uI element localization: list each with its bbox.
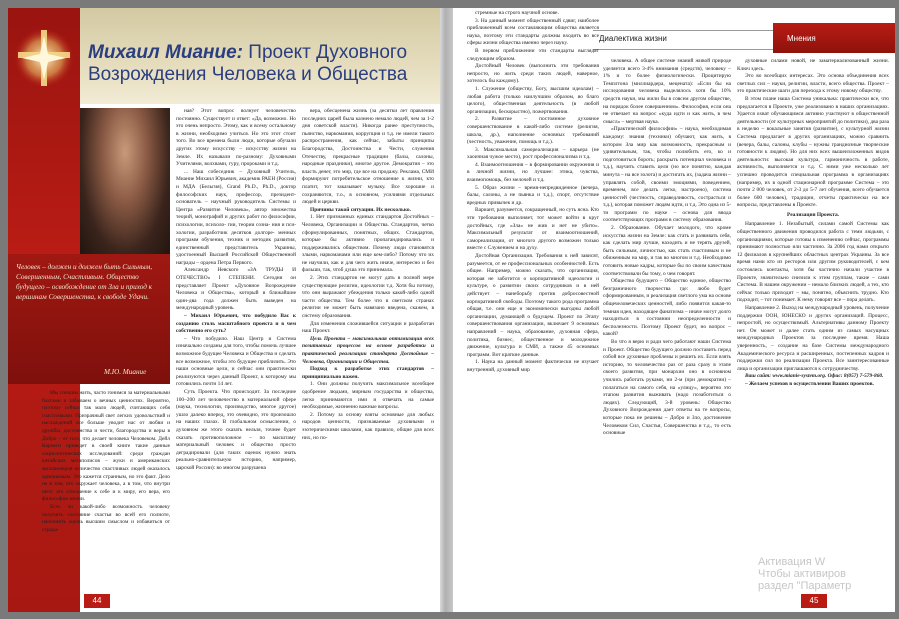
paragraph: 1. Они должны получить максимальное всеобщее одобрение людьми, мирным государства и общества, легко принимаются ими и отвечать на самые необходимые, жизненно важные вопросы.: [302, 381, 434, 411]
paragraph: Общество будущего – Общество единое, общество безграничного творчества где: любо будет сформированным, и реализация светлого ума на основе общечеловеческих ценностей, либо появится какая-то темная идея, находящее фанатизма – иначе могут долго находиться в состоянии неопределенности и бесполезности. Поэтому Проект будет, но вопрос – какой?: [603, 278, 731, 338]
paragraph: Во что я верю и ради чего работают наши Система и Проект. Общество будущего должно поставить перед собой все духовные проблемы и решить их. Если взять историю, то человечество раз от раза сразу в этапе своего развития, при монархии оно в основном учились работать руками, ни 2-м (при демократии) – полагаться на самого себя, на «улицу», вероятно это этапом развития выживать (надо позаботиться о людях). Следующий, 3-й уровень: Общество Духовного Возрождения дает ответы на те вопросы, которые пока не решены – Добро и Зло, достижение Человеком Сил, Счастья, Совершенства и т.д., то есть основные: [603, 338, 731, 437]
paragraph: Направление 2. Выход на международный уровень, получение поддержки ООН, ЮНЕСКО и других организаций. Процесс, непростой, но осуществимый. Альтернативы данному Проекту нет. Он может и далее стать одним из самых насущных международных Проектов за последнее время. Наша уверенность, – создание на базе Системы международного Академического ресурса и расширенных, постепенных кадров и поддержки сил по реализации Проекта. Все заинтересованные лица и организации приглашаются к сотрудничеству.: [737, 305, 889, 372]
rubric-badge: [773, 23, 895, 53]
paragraph: человека. А общее системе знаний живой природе уделяется всего 3-4% внимания (средств), человеку – 1% и то более физиологически. Процитирую Темплтона (миллиардера, мецената): «Если бы на исследования человека выделялось хотя бы 10% средств науки, мы жили бы в совсем другом обществе, на порядок более совершенном». Философия, если она не отвечает на вопрос «куда идти и как жить, в чем смысл» – мертвая наука.: [603, 58, 731, 125]
left-page: [8, 8, 440, 612]
paragraph: Мы спешим жить, часто гонимся за материальными благами и забываем о вечных ценностях. Вероятно, поэтому сейчас так мало людей, считающих себя счастливыми. Призрачный свет легких удовольствий и наслаждений все больше уводит нас от любви и дружбы, достоинства и чести, благородства и веры в Добро – от того, что делает человека Человеком. Дейл Карнеги приведет в своей книге такие данные социологических исследований: среди граждан китайских мегаполисов – жуки и американских миллионеров количество счастливых людей оказалось одинаковым. Это кажется странным, но это факт. Дело не в том, что окружает человека, а в том, что внутри него: его отношение к себе и к миру, его вера, его философия жизни.: [42, 390, 170, 503]
paragraph: Это во всеобщих интересах. Это основа объединения всех светлых сил – науки, религии, власти, всего общества. Проект – это практические шаги для перехода к этому новому обществу.: [737, 73, 889, 95]
paragraph: 2. Потому за основу взяты основные для любых народов ценности, признаваемые духовными и эзотерическими школами, как правило, общие для всех них, но по-: [302, 411, 434, 441]
watermark-line: Активация W: [758, 556, 826, 568]
paragraph: «Практической философии» – наука, необходимая каждому: знания (техники) обучают, как жить, в котором Зла мир как возможность, прекрасным и удивительным, так, чтобы полюбить его, ко и подготовиться бороть; раскрыть потенциал человека и т.д.), научить ставить цели (но все понятно, каждая минута – на все золота) и достигать их, (задача жизни – управлять собой, своими эмоциями, поведением, временем, все делать легко, настроено), система ценностей (честность, справедливость, сострасться и т.д.), которая поможет людям идти, и т.д. Это одна из 5-ти программ по науке – основа для ввода соответствующих программ в систему образования.: [603, 126, 731, 224]
paragraph: 5. Образ жизни – время-непредвиденное (вечера, балы, салоны, а не пьянка и т.д.), спорт, отсутствие вредных привычек и др.: [467, 184, 599, 206]
paragraph: духовные силами новой, не заматериализованный жизни. Ключ здесь.: [737, 58, 889, 72]
paragraph: Суть Проекта. Что происходит. За последние 100–200 лет человечество в материальной сфере (наука, технологии, производство, многое другое) ушло далеко вперед, это очевидно, это произошло на наших глазах. В глобальном осмыслении, о духовном же этого сказать нельзя, точнее будет сказать противоположное – по масштаму материальный человек и общество просто деградировали (для таких оценок нужно знать реально-сравнительную историю, например, царской России): во многом разрушена: [176, 388, 296, 471]
article-title: [88, 42, 433, 86]
paragraph: Достойная Организация. Требования к ней зависят, разумеется, от ее профессиональных особенностей. Есть общее. Например, можно сказать, что организация, которая не заботится о корпоративной идеологии и культуре, о развитии своих сотрудников и в ней действует – нанеборьбу против добросовестной корпоративной свободы. Поэтому такого рода программа общая, т.е. они еще и экономически выгодны любой организации, думающей о будущем. Проект по Этапу совершенствования организации, включает 9 основных направлений – наука, образование, духовная сфера, политика, бизнес, общественное и молодежное движение, культура и СМИ, а также 45 основных программ. Вот краткие данные.: [467, 253, 599, 358]
text-column-4: [603, 58, 731, 598]
right-page: [453, 8, 895, 612]
paragraph: Причины такой ситуации. Их несколько.: [310, 206, 411, 213]
paragraph: Вариант, разумеется, сокращенный, но суть ясна. Кто эти требования выполняет, тот может войти в круг достойных, где «Зла» не жив и нет не убито». Максимальный результат от взаимоотношений, самореализации, от многого другого возможен только вместе с Служением и на духу.: [467, 207, 599, 252]
paragraph: Цель Проекта – максимальная оптимизация всех позитивных процессов на основе разработки и практической реализации стандарта Достойные – Человека, Организации и Общества.: [302, 335, 434, 365]
paragraph: Направление 1. Незабытый, силами самой Системы как общественного движения проводился работа с теми людьми, с организациями, которые готовы к изменению сейчас, программы принимают полностью или частично. За 2006 год нами открыто 12 филиалов в крупнейших областных центрах Украины. За все время нами кто из ресторов или другим руководителей, с кем состоялись контакты, хотя бы частично начали участие в Проекте, значительно снизили к этим группам, такие – сами Система. В нашем окружении – немало близких людей, а тех, кто сейчас только приходит – мы, понятно, объяснить трудно. Кто подходит, – тот понимает. К нему говорят все – пора делать.: [737, 221, 889, 304]
ornamental-cross-icon: [12, 26, 76, 90]
paragraph: – Что побудило. Наш Центр и Система изначально созданы для того, чтобы помочь лучшее возможное будущее Человека и Общества и сделать все возможное, чтобы это будущее приблизить. Это наши основные цели, и сейчас они практически реализуются через данный Проект, к которому мы готовились почти 14 лет.: [176, 335, 296, 388]
watermark-line: Чтобы активиров: [758, 568, 846, 580]
title-author: Михаил Миание:: [88, 42, 243, 63]
paragraph: Для изменения сложившейся ситуации и разработан наш Проект.: [302, 320, 434, 335]
text-column-3: [467, 10, 599, 596]
contact-line: Ваш сайт: www.mianie-system.org. Офис: 8(057) 7-579-860.: [745, 373, 884, 380]
quote-text: Человек – должен и должен быть Сильным, Совершенным, Счастливым. Общество будущего – освобождение от Зла и приход к вершинам Совершенства, к свободе Удачи.: [16, 263, 153, 301]
paragraph: вера, обесценена жизнь (за десятки лет правления последних царей была казнено немало людей, чем за 1-2 дня советской власти). Никогда ранее преступность, пьянство, наркомания, коррупция и т.д. не имели такого распространения, как сейчас, забыты принципы Благородства, Достоинства и Чести, служения Отечеству, прекрасные традиции (балы, салоны, народные праздники), многое другое. Демократия – это власть денег, это мир, где все на продажу. Реклама, СМИ формируют потребительское отношение к жизни, кто платит, тот заказывает музыку. Все хорошие и сохраняются, т.о., в основном, усилиями отдельных людей и церкви.: [302, 108, 434, 206]
book-spine: [440, 8, 453, 612]
paragraph: Александр Невского «ЗА ТРУДЫ И ОТЕЧЕСТВО» І СТЕПЕНИ. Сегодня он представляет Проект «Духовное Возрождение Человека и Общества», который в ближайшие один-два года должен быть выведен на международный уровень.: [176, 267, 296, 312]
text-column-intro: [42, 390, 170, 590]
title-text: Проект Духовного Возрождения Человека и Общества: [88, 42, 408, 85]
paragraph: 1. Служение (обществу, Богу, высшим идеалам) – любая работа (только наилучшим образом, во благо целого), общественная деятельность (в любой организации, бескорыстно), пожертвования.: [467, 85, 599, 115]
paragraph: стремные на строго научной основе.: [475, 10, 559, 16]
quote-author: М.Ю. Миание: [104, 368, 147, 376]
paragraph: 1. Нет признанных единых стандартов Достойных – Человека, Организации и Общества. Стандартов, четко сформулированных, понятных, общих. Стандартов, которые бы активно пропагандировались и поддерживались обществом. Почему люди становятся злыми, наркоманами или еще кем-либо? Потому что их не научили, как и для чего жить иначе, интересно и без фальши, так, чтоб душа это принимала.: [302, 214, 434, 274]
paragraph: В первом приближении эти стандарты выглядят следующим образом.: [467, 47, 599, 62]
watermark-line: раздел "Параметр: [758, 580, 852, 592]
paragraph: 2. Этих стандартов не могут дать в полной мере существующие религии, идеологии т.д. Хотя бы потому, что они выражают убеждения только какой-либо одной части общества. Тем более что в светском странах религии не может быть навязано введена, скажем, в систему образования.: [302, 275, 434, 320]
paragraph: 2. Развитие – постоянное духовное совершенствование в какой-либо системе (религия, школа, др.), наполнение основных требований (честность, уважение, помощь и т.д.).: [467, 116, 599, 146]
closing-line: – Желаем успехов в осуществлении Ваших проектов.: [745, 380, 874, 387]
page-number: 45: [801, 594, 827, 608]
paragraph: ... Наш собеседник – Духовный Учитель, Миание Михаил Юрьевич, академик РАЕН (Россия) и МДА (Бельгия), Grand Ph.D., Ph.D., доктор философских наук, профессор, президент-основатель – научный руководитель Системы и Центра «Развитие Человека», автор множества теорий, монографий и других работ по философии, психологии, психоло- гии, теории созна- ния и пси- хологии, разработчик десятков долгоре- менных программ обучения, техник и методик развития, единственный представитель Украины, удостоенный Высшей Российской Общественной награды – ордена Петра Первого.: [176, 168, 296, 266]
text-column-2: [302, 108, 434, 588]
paragraph: 2. Образование. Обучает молодого, что кроме искусства жизни на Земле: как стать и развивать себя, как сделать мир лучше, находить и не терять друзей, быть сильным, личностью, как стать счастливым и не обиженным на мир, и так во многом и т.д. Необходимо готовить новые кадры, которые бы по своим качествам соответствовали бы тому, о чем говорят.: [603, 225, 731, 277]
paragraph: 1. Наука на данный момент фактически не изучает внутренний, духовный мир: [467, 359, 599, 373]
paragraph: Подход к разработке этих стандартов – принципиально важен.: [302, 366, 434, 380]
rubric-label: Диалектика жизни: [599, 34, 667, 43]
paragraph: Есть ли какой-либо возможность человеку получить состояние счастья во всей его полноте, наполнить жизнь высшим смыслом и избавиться от страда-: [42, 503, 170, 533]
paragraph: – Михаил Юрьевич, что побудило Вас к созданию столь масштабного проекта и в чем собственно его суть?: [176, 313, 296, 335]
activation-watermark: [758, 556, 851, 592]
text-column-5: [737, 58, 889, 598]
author-photo: [80, 108, 170, 254]
paragraph: Достойный Человек (выполнить эти требования непросто, но жить среди таких людей, наверное, хотелось бы каждому).: [467, 63, 599, 85]
paragraph: 3. Максимальная самореализация – карьера (не хаоичная чужое место), рост профессионализма и т.д.: [467, 146, 599, 161]
section-heading: Реализация Проекта.: [787, 211, 839, 218]
paragraph: 4. Взаимоотношения – в формировании окружения и в личной жизни, но лучшее: этика, чувства, взаимопомощь, без мелочей и т.д.: [467, 161, 599, 184]
paragraph: В этом плане наша Система уникальна: практически все, что предлагается в Проекте, уже реализовано в наших организациях. Удается охват обучающимся активно участвуют в общественной деятельности (от культурных мероприятий до политики), два раза в неделю – вокальные занятия (развитие), с культурной жизни Система предлагает в других организациях, можно сравнить (вечера, балы, салоны, клубы – нужны грандиозные творческие готовности к людям). Но для них всех вышеизложенных видов деятельности: высокая культура, гармоничность в работе, активность, выполняется и т.д. С ними уже несколько лет успешно проводится специальная программа в организациях (например, их в одной стационарной программе Система – это почти 2 000 человек, от 2-3 до 5-7 лет обучения, всего обучается более 600 человек), традиции, отчеты практически на все вопросы, представлены в Проекте.: [737, 95, 889, 209]
text-column-1: [176, 108, 296, 588]
page-number: 44: [84, 594, 110, 608]
paragraph: 3. На данный момент общественный сдвиг, наиболее приближенный всем составляющим общества является наука, поэтому эти стандарты должны входить во все сферы жизни общества именно через науку.: [467, 17, 599, 47]
paragraph: ная? Этот вопрос волнует человечество постоянно. Существует и ответ: «Да, возможно. Но это очень непросто. Этому, как и всему остальному в жизни, необходимо учиться. Но это этот стоит того. Во все времена были люди, которые обучали других этому искусству – искусству жизни на Земле. Их называли по-разному: Духовными Учителями, волхвами, гуру, пророками и т.д.: [176, 108, 296, 168]
rubric-badge-label: Мнения: [787, 34, 816, 43]
